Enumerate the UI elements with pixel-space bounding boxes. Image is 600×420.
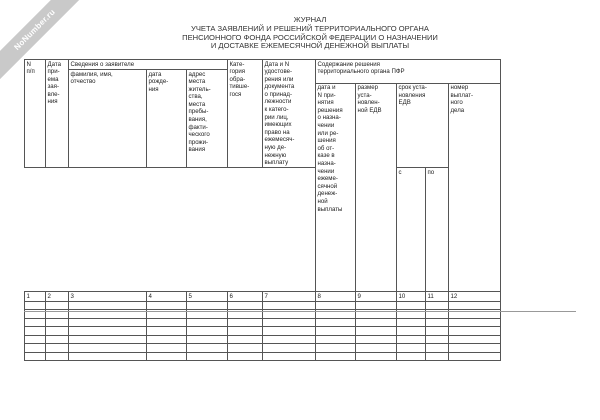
- table-cell[interactable]: [397, 335, 426, 344]
- table-cell[interactable]: [397, 352, 426, 361]
- table-cell[interactable]: [69, 301, 147, 310]
- table-cell[interactable]: [46, 301, 69, 310]
- watermark: NoNumber.ru: [0, 0, 88, 83]
- header-term-from: с: [397, 168, 426, 292]
- table-cell[interactable]: [25, 335, 46, 344]
- table-cell[interactable]: [449, 318, 501, 327]
- table-cell[interactable]: [449, 301, 501, 310]
- table-cell[interactable]: [263, 301, 316, 310]
- header-address: адрес места житель- ства, места пребы- вания, факти- ческого прожи- вания: [187, 70, 228, 168]
- header-number: N п/п: [25, 60, 46, 168]
- table-cell[interactable]: [426, 335, 449, 344]
- title-line: ЖУРНАЛ: [293, 15, 327, 24]
- table-cell[interactable]: [426, 344, 449, 353]
- table-cell[interactable]: [316, 352, 356, 361]
- column-number: 8: [316, 292, 356, 302]
- table-cell[interactable]: [228, 327, 263, 336]
- table-cell[interactable]: [316, 344, 356, 353]
- header-applicant-info: Сведения о заявителе: [69, 60, 228, 70]
- table-cell[interactable]: [356, 335, 397, 344]
- column-number: 12: [449, 292, 501, 302]
- table-cell[interactable]: [228, 301, 263, 310]
- header-category: Кате- гория обра- тивше- гося: [228, 60, 263, 168]
- table-cell[interactable]: [69, 327, 147, 336]
- table-cell[interactable]: [147, 327, 187, 336]
- column-number: 6: [228, 292, 263, 302]
- table-cell[interactable]: [147, 335, 187, 344]
- column-number: 2: [46, 292, 69, 302]
- header-birth-date: дата рожде- ния: [147, 70, 187, 168]
- table-cell[interactable]: [426, 327, 449, 336]
- table-cell[interactable]: [397, 318, 426, 327]
- header-application-date: Дата при- ема зая- вле- ния: [46, 60, 69, 168]
- table-cell[interactable]: [263, 352, 316, 361]
- header-certificate: Дата и N удостове- рения или документа о принад- лежности к катего- рии лиц, имеющих право на ежемесяч- ную де- нежную выплату: [263, 60, 316, 168]
- table-row: [25, 344, 501, 353]
- table-row: [25, 318, 501, 327]
- header-case-number: номер выплат- ного дела: [449, 83, 501, 292]
- table-cell[interactable]: [187, 318, 228, 327]
- column-number: 10: [397, 292, 426, 302]
- bottom-rule: [24, 311, 576, 312]
- table-cell[interactable]: [356, 318, 397, 327]
- table-cell[interactable]: [25, 327, 46, 336]
- column-number-row: [25, 292, 501, 302]
- table-cell[interactable]: [69, 335, 147, 344]
- table-cell[interactable]: [263, 327, 316, 336]
- table-cell[interactable]: [449, 352, 501, 361]
- table-cell[interactable]: [69, 318, 147, 327]
- table-cell[interactable]: [187, 352, 228, 361]
- header-spacer: [25, 168, 316, 292]
- column-number: 5: [187, 292, 228, 302]
- table-cell[interactable]: [426, 301, 449, 310]
- table-cell[interactable]: [228, 344, 263, 353]
- table-cell[interactable]: [263, 344, 316, 353]
- header-decision-content: Содержание решения территориального органа ПФР: [316, 60, 501, 84]
- table-cell[interactable]: [69, 344, 147, 353]
- table-cell[interactable]: [449, 327, 501, 336]
- table-cell[interactable]: [449, 335, 501, 344]
- table-cell[interactable]: [25, 344, 46, 353]
- table-cell[interactable]: [356, 327, 397, 336]
- table-cell[interactable]: [356, 301, 397, 310]
- column-number: 9: [356, 292, 397, 302]
- table-cell[interactable]: [46, 327, 69, 336]
- table-cell[interactable]: [397, 301, 426, 310]
- table-cell[interactable]: [69, 352, 147, 361]
- table-cell[interactable]: [263, 335, 316, 344]
- journal-table: [24, 59, 501, 361]
- table-cell[interactable]: [46, 318, 69, 327]
- table-cell[interactable]: [25, 318, 46, 327]
- table-cell[interactable]: [316, 318, 356, 327]
- table-row: [25, 301, 501, 310]
- table-cell[interactable]: [187, 335, 228, 344]
- table-cell[interactable]: [356, 352, 397, 361]
- table-cell[interactable]: [147, 318, 187, 327]
- table-cell[interactable]: [228, 335, 263, 344]
- title-line: ПЕНСИОННОГО ФОНДА РОССИЙСКОЙ ФЕДЕРАЦИИ О НАЗНАЧЕНИИ: [182, 32, 438, 42]
- table-cell[interactable]: [25, 352, 46, 361]
- column-number: 4: [147, 292, 187, 302]
- table-cell[interactable]: [426, 318, 449, 327]
- title-line: УЧЕТА ЗАЯВЛЕНИЙ И РЕШЕНИЙ ТЕРРИТОРИАЛЬНОГО ОРГАНА: [191, 23, 429, 33]
- table-cell[interactable]: [187, 327, 228, 336]
- table-cell[interactable]: [46, 352, 69, 361]
- table-cell[interactable]: [46, 344, 69, 353]
- table-cell[interactable]: [316, 335, 356, 344]
- header-term-to: по: [426, 168, 449, 292]
- table-cell[interactable]: [46, 335, 69, 344]
- table-cell[interactable]: [147, 352, 187, 361]
- table-cell[interactable]: [228, 318, 263, 327]
- table-cell[interactable]: [25, 301, 46, 310]
- table-cell[interactable]: [397, 344, 426, 353]
- table-cell[interactable]: [426, 352, 449, 361]
- header-edv-term: срок уста- новления ЕДВ: [397, 83, 449, 168]
- table-cell[interactable]: [187, 344, 228, 353]
- table-cell[interactable]: [147, 344, 187, 353]
- header-decision-date: дата и N при- нятия решения о назна- чении или ре- шения об от- казе в назна- чении ежеме- сячной денеж- ной выплаты: [316, 83, 356, 292]
- table-cell[interactable]: [316, 301, 356, 310]
- column-number: 1: [25, 292, 46, 302]
- title-line: И ДОСТАВКЕ ЕЖЕМЕСЯЧНОЙ ДЕНЕЖНОЙ ВЫПЛАТЫ: [210, 41, 410, 51]
- table-row: [25, 327, 501, 336]
- column-number: 11: [426, 292, 449, 302]
- header-full-name: фамилия, имя, отчество: [69, 70, 147, 168]
- table-cell[interactable]: [187, 301, 228, 310]
- table-cell[interactable]: [449, 344, 501, 353]
- column-number: 7: [263, 292, 316, 302]
- column-number: 3: [69, 292, 147, 302]
- table-cell[interactable]: [316, 327, 356, 336]
- table-cell[interactable]: [147, 301, 187, 310]
- table-cell[interactable]: [397, 327, 426, 336]
- journal-title: [120, 16, 500, 51]
- table-row: [25, 352, 501, 361]
- table-cell[interactable]: [356, 344, 397, 353]
- header-edv-amount: размер уста- новлен- ной ЕДВ: [356, 83, 397, 292]
- table-cell[interactable]: [263, 318, 316, 327]
- table-cell[interactable]: [228, 352, 263, 361]
- table-row: [25, 335, 501, 344]
